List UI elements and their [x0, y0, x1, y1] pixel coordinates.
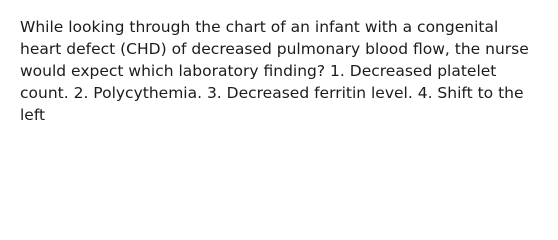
question-text: While looking through the chart of an infant with a congenital heart defect (CHD) of decreased pulmonary blood flow, the nurse would expect which laboratory finding? 1. Decreased platelet count. 2. Polycythemia. 3. Decreased ferritin level. 4. Shift to the left: [20, 18, 529, 124]
